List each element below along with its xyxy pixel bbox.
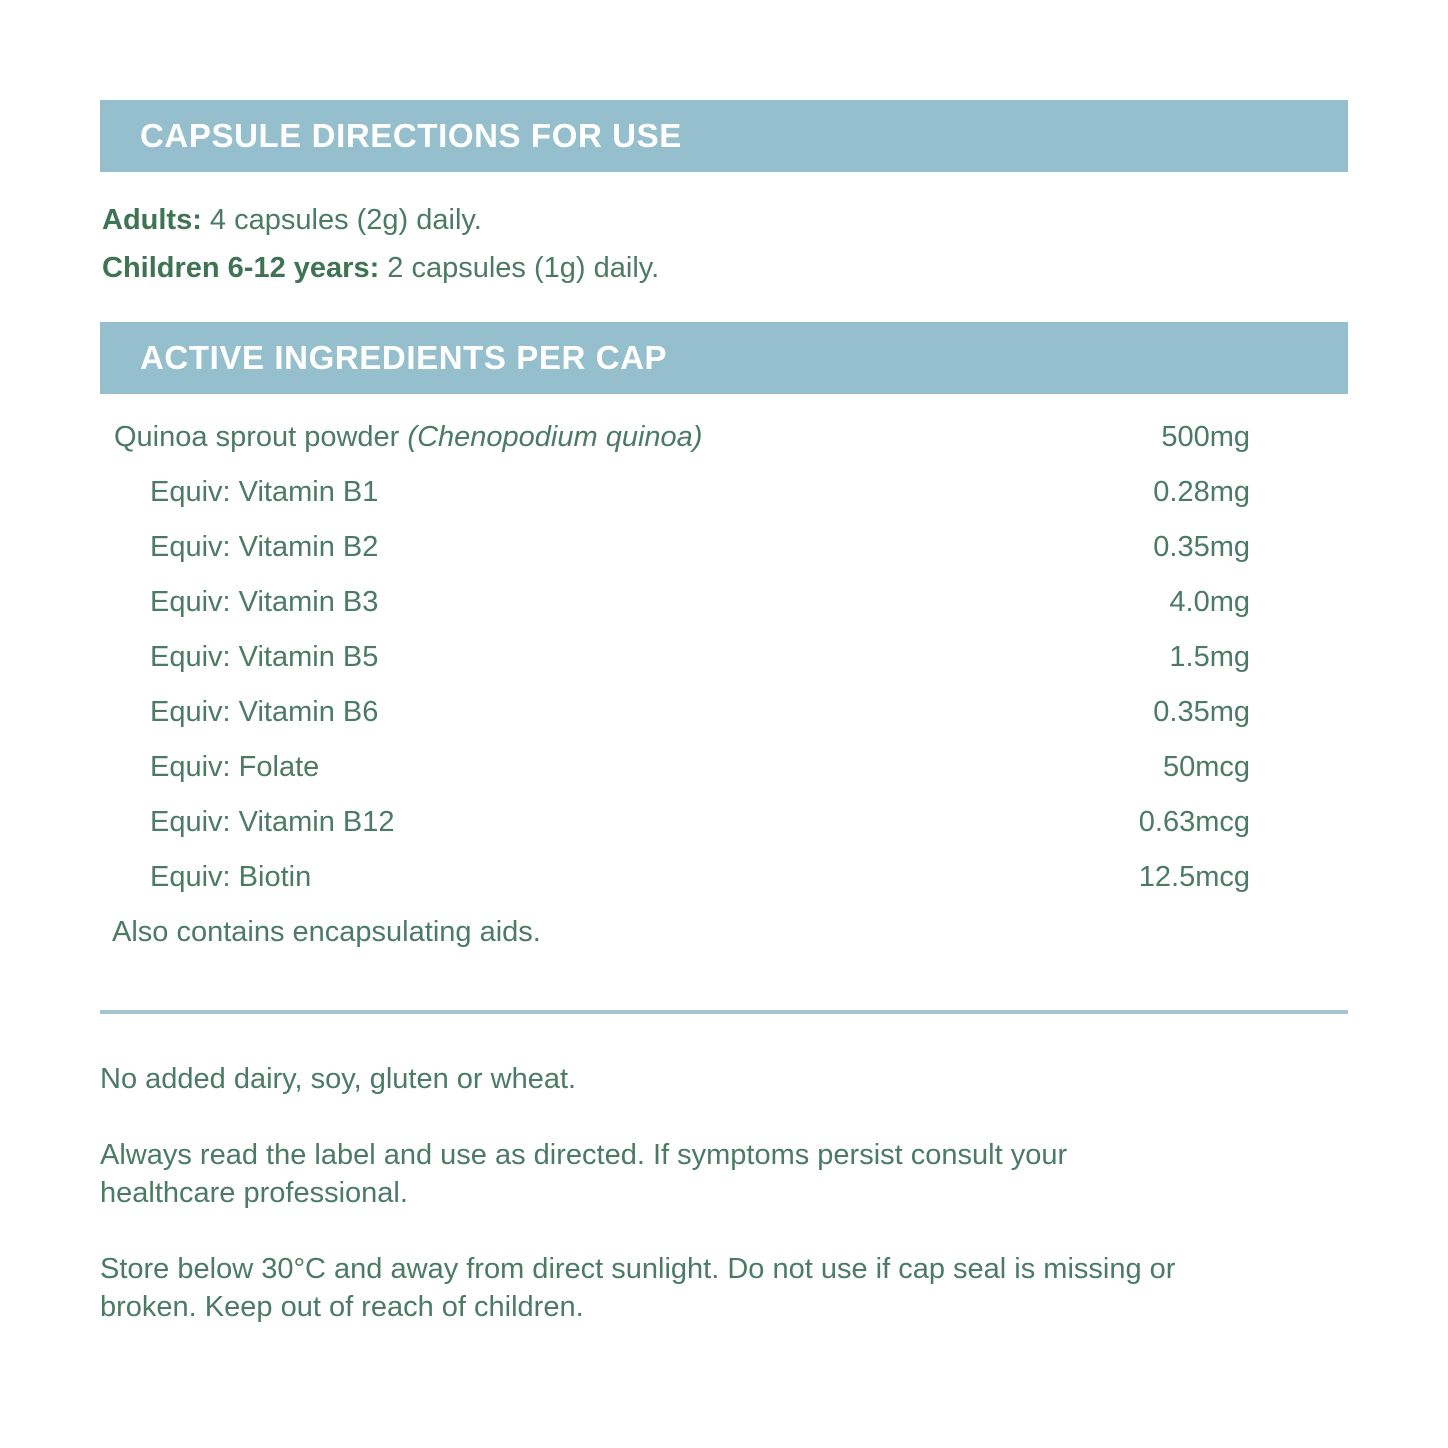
ingredient-row	[100, 575, 1348, 630]
ingredient-row	[100, 795, 1348, 850]
ingredient-name: Equiv: Vitamin B6	[150, 696, 379, 728]
ingredient-name: Equiv: Vitamin B3	[150, 586, 379, 618]
ingredient-name-botanical: (Chenopodium quinoa)	[407, 421, 703, 453]
usage-warning: Always read the label and use as directed. If symptoms persist consult your healthcare professional.	[100, 1139, 1068, 1209]
ingredient-amount: 500mg	[1161, 421, 1250, 453]
ingredient-row	[100, 465, 1348, 520]
directions-header-bar	[100, 100, 1348, 172]
adults-direction-value: 4 capsules (2g) daily.	[201, 204, 482, 236]
section-divider	[100, 1010, 1348, 1014]
ingredients-header-bar	[100, 322, 1348, 394]
ingredient-row	[100, 520, 1348, 575]
ingredient-name-regular: Quinoa sprout powder	[114, 421, 408, 453]
ingredient-amount: 12.5mcg	[1138, 861, 1250, 893]
label-panel	[100, 100, 1348, 1364]
adults-direction	[102, 196, 1348, 244]
ingredient-name	[114, 421, 702, 454]
ingredient-amount: 0.28mg	[1153, 476, 1250, 508]
table-footnote-row	[100, 905, 1348, 960]
ingredient-amount: 0.63mcg	[1138, 806, 1250, 838]
children-direction	[102, 244, 1348, 292]
children-direction-label: Children 6-12 years:	[102, 252, 380, 284]
ingredient-name: Equiv: Vitamin B2	[150, 531, 379, 563]
ingredient-row	[100, 850, 1348, 905]
children-direction-value: 2 capsules (1g) daily.	[379, 252, 660, 284]
ingredient-name: Equiv: Vitamin B12	[150, 806, 395, 838]
ingredient-amount: 1.5mg	[1169, 641, 1250, 673]
table-footnote: Also contains encapsulating aids.	[112, 916, 541, 948]
directions-header: CAPSULE DIRECTIONS FOR USE	[140, 117, 682, 154]
ingredient-name: Equiv: Vitamin B5	[150, 641, 379, 673]
directions-text	[102, 196, 1348, 292]
ingredients-table	[100, 410, 1348, 960]
allergen-note: No added dairy, soy, gluten or wheat.	[100, 1063, 577, 1095]
ingredient-row	[100, 685, 1348, 740]
ingredient-row-main	[100, 410, 1348, 465]
footer-notes	[100, 1060, 1348, 1326]
adults-direction-label: Adults:	[102, 204, 202, 236]
ingredient-amount: 0.35mg	[1153, 696, 1250, 728]
ingredients-header: ACTIVE INGREDIENTS PER CAP	[140, 339, 668, 376]
ingredient-row	[100, 740, 1348, 795]
ingredient-row	[100, 630, 1348, 685]
ingredient-amount: 4.0mg	[1169, 586, 1250, 618]
ingredient-name: Equiv: Biotin	[150, 861, 312, 893]
ingredient-amount: 0.35mg	[1153, 531, 1250, 563]
ingredient-name: Equiv: Folate	[150, 751, 320, 783]
ingredient-amount: 50mcg	[1162, 751, 1250, 783]
storage-warning: Store below 30°C and away from direct sunlight. Do not use if cap seal is missing or broken. Keep out of reach of children.	[100, 1253, 1176, 1323]
ingredient-name: Equiv: Vitamin B1	[150, 476, 379, 508]
